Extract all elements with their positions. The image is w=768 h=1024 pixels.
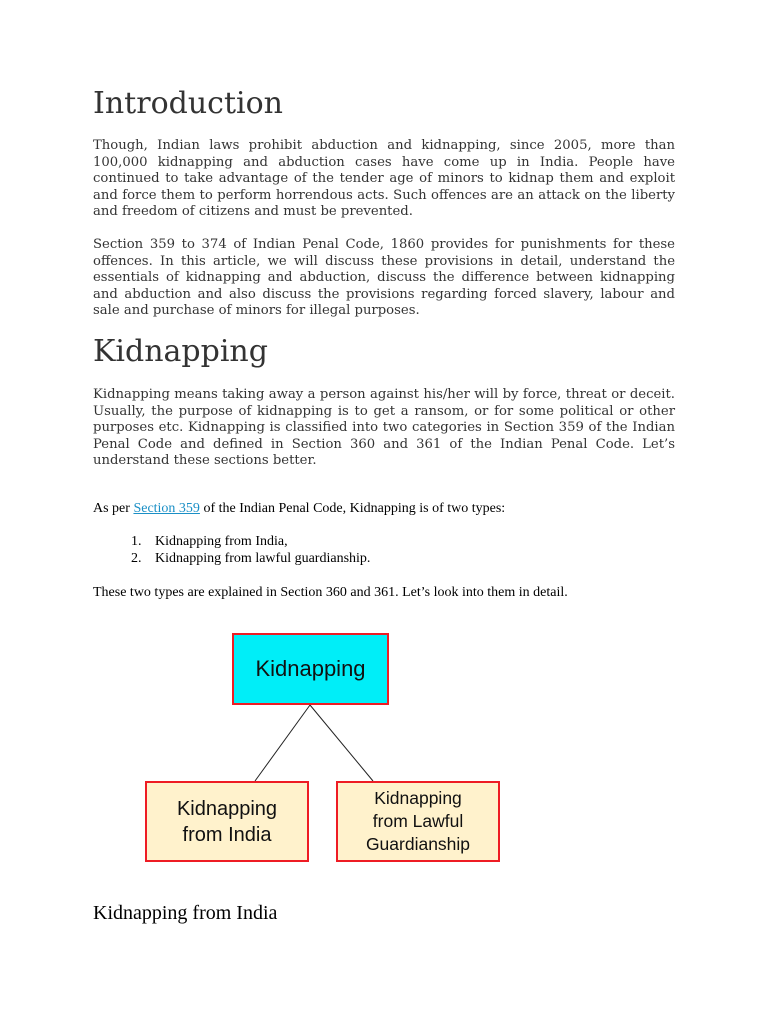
diagram-root-box — [232, 633, 389, 705]
introduction-paragraph-2: Section 359 to 374 of Indian Penal Code, 1860 provides for punishments for these offences. In this article, we will discuss these provisions in detail, understand the essentials of kidnapping and abduction, discuss the difference between kidnapping and abduction and also discuss the provisions regarding forced slavery, labour and sale and purchase of minors for illegal purposes. — [93, 237, 675, 318]
diagram-left-label-line-1: Kidnapping — [176, 797, 278, 820]
section-359-sentence — [93, 500, 505, 517]
kidnapping-paragraph: Kidnapping means taking away a person against his/her will by force, threat or deceit. Usually, the purpose of kidnapping is to get a ransom, or for some political or other purposes etc. Kidnapping is classified into two categories in Section 359 of the Indian Penal Code and defined in Section 360 and 361 of the Indian Penal Code. Let’s understand these sections better. — [93, 387, 675, 468]
introduction-heading: Introduction — [93, 86, 283, 121]
kidnapping-types-list — [93, 533, 370, 567]
connector-line-left — [255, 705, 310, 781]
types-explained-sentence: These two types are explained in Section 360 and 361. Let’s look into them in detail. — [93, 585, 568, 600]
list-item-text: Kidnapping from India, — [155, 534, 288, 549]
introduction-paragraph-1: Though, Indian laws prohibit abduction and kidnapping, since 2005, more than 100,000 kidnapping and abduction cases have come up in India. People have continued to take advantage of the tender age of minors to kidnap them and exploit and force them to perform horrendous acts. Such offences are an attack on the liberty and freedom of citizens and must be prevented. — [93, 138, 675, 219]
kidnapping-heading: Kidnapping — [93, 334, 268, 369]
section-sentence-prefix: As per — [93, 501, 134, 516]
list-item-text: Kidnapping from lawful guardianship. — [155, 551, 371, 566]
diagram-root-label: Kidnapping — [255, 656, 366, 681]
section-359-link[interactable]: Section 359 — [133, 501, 200, 516]
connector-line-right — [310, 705, 373, 781]
kidnapping-from-india-heading: Kidnapping from India — [93, 902, 278, 924]
list-item-number: 1. — [131, 534, 142, 549]
list-item — [93, 533, 370, 550]
diagram-left-label-line-2: from India — [182, 823, 272, 846]
diagram-right-box — [336, 781, 500, 862]
diagram-right-label-line-1: Kidnapping — [374, 788, 462, 808]
list-item-number: 2. — [131, 551, 142, 566]
list-item — [93, 550, 370, 567]
diagram-right-label-line-2: from Lawful — [372, 811, 464, 831]
section-sentence-suffix: of the Indian Penal Code, Kidnapping is of two types: — [199, 501, 506, 516]
diagram-right-label-line-3: Guardianship — [365, 834, 471, 854]
diagram-left-box — [145, 781, 309, 862]
